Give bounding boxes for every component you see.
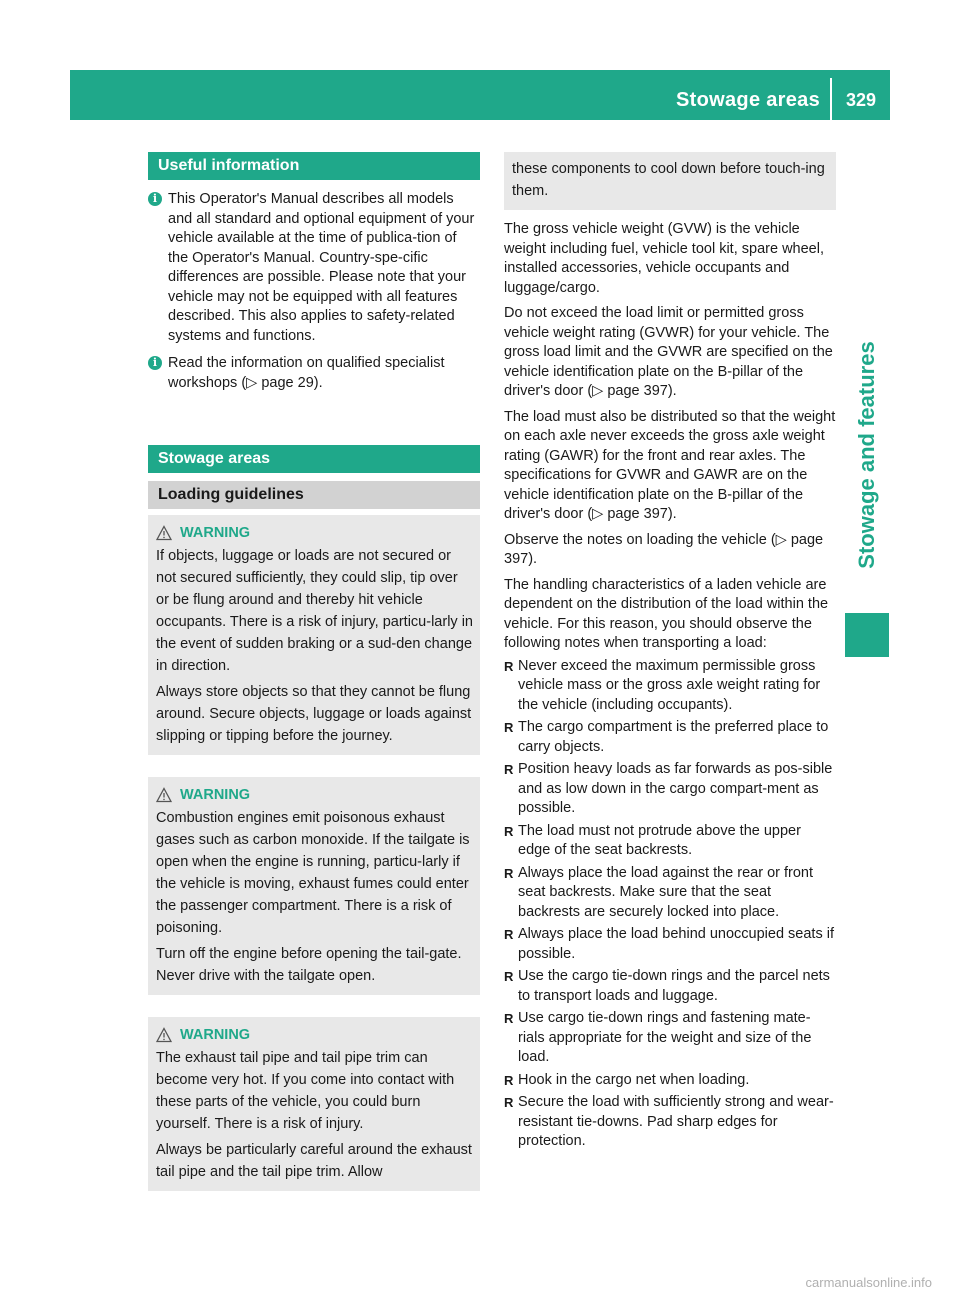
warning-text: The exhaust tail pipe and tail pipe trim can become very hot. If you come into contact with these parts of the vehicle, you could burn yourself. There is a risk of injury. <box>156 1050 455 1132</box>
info-icon: i <box>148 356 162 370</box>
warning-box-3-continued <box>504 152 836 210</box>
list-item: R Use cargo tie-down rings and fastening mate-rials appropriate for the weight and size of the load. <box>504 1009 836 1068</box>
bullet-mark: R <box>504 1011 514 1026</box>
warning-header <box>156 1027 474 1043</box>
bullet-mark: R <box>504 762 514 777</box>
page-header <box>70 70 890 120</box>
gvw-paragraph: The gross vehicle weight (GVW) is the vehicle weight including fuel, vehicle tool kit, spare wheel, installed accessories, vehicle occupants and luggage/cargo. <box>504 221 824 296</box>
page-number: 329 <box>845 90 877 110</box>
list-item: R Use the cargo tie-down rings and the parcel nets to transport loads and luggage. <box>504 967 836 1006</box>
list-item: R The cargo compartment is the preferred place to carry objects. <box>504 718 836 757</box>
info-text-2: Read the information on qualified specialist workshops (▷ page 29). <box>168 355 445 391</box>
bullet-mark: R <box>504 927 514 942</box>
info-note-1 <box>148 190 480 346</box>
list-item: R Always place the load against the rear or front seat backrests. Make sure that the seat backrests are securely locked into place. <box>504 864 836 923</box>
chapter-tab <box>845 310 889 600</box>
gvwr-paragraph: Do not exceed the load limit or permitted gross vehicle weight rating (GVWR) for your vehicle. The gross load limit and the GVWR are specified on the vehicle identification plate on the B-pillar of the driver's door (▷ page 397). <box>504 305 833 399</box>
warning-text: Combustion engines emit poisonous exhaust gases such as carbon monoxide. If the tailgate is open when the engine is running, particu-larly if the vehicle is moving, exhaust fumes could enter the passenger compartment. There is a risk of poisoning. <box>156 810 470 936</box>
bullet-mark: R <box>504 1095 514 1110</box>
bullet-mark: R <box>504 1072 514 1088</box>
header-title: Stowage areas <box>676 89 820 111</box>
warning-box-2 <box>148 777 480 995</box>
bullet-mark: R <box>504 865 514 881</box>
info-text-1: This Operator's Manual describes all models and all standard and optional equipment of your vehicle available at the time of publica-tion of the Operator's Manual. Country-spe-cific differences are possible. Please note that your vehicle may not be equipped with all features described. This also applies to safety-related systems and functions. <box>168 191 475 344</box>
bullet-mark: R <box>504 658 514 674</box>
watermark-text: carmanualsonline.info <box>805 1275 932 1290</box>
list-item: R Hook in the cargo net when loading. <box>504 1071 836 1091</box>
bullet-mark: R <box>504 823 514 839</box>
chapter-tab-label: Stowage and features <box>854 341 879 569</box>
warning-text: Always store objects so that they cannot be flung around. Secure objects, luggage or loads against slipping or tipping before the journey. <box>156 684 472 744</box>
warning-triangle-icon <box>156 787 172 803</box>
handling-paragraph: The handling characteristics of a laden vehicle are dependent on the distribution of the load within the vehicle. For this reason, you should observe the following notes when transporting a load: <box>504 576 829 651</box>
warning-text: Always be particularly careful around the exhaust tail pipe and the tail pipe trim. Allow <box>156 1142 472 1180</box>
left-column <box>148 152 480 1191</box>
gawr-paragraph: The load must also be distributed so that the weight on each axle never exceeds the gross axle weight rating (GAWR) for the front and rear axles. The specifications for GVWR and GAWR are on the vehicle identification plate on the B-pillar of the driver's door (▷ page 397). <box>504 408 836 522</box>
info-icon: i <box>148 192 162 206</box>
warning-header <box>156 787 474 803</box>
bullet-mark: R <box>504 969 514 984</box>
warning-triangle-icon <box>156 525 172 541</box>
warning-text: Turn off the engine before opening the tail-gate. Never drive with the tailgate open. <box>156 946 462 984</box>
loading-notes-paragraph: Observe the notes on loading the vehicle (▷ page 397). <box>504 531 824 567</box>
info-note-2 <box>148 354 480 393</box>
warning-text: If objects, luggage or loads are not secured or not secured sufficiently, they could slip, tip over or be flung around and thereby hit vehicle occupants. There is a risk of injury, particu-larly in the event of sudden braking or a sud-den change in direction. <box>156 548 473 674</box>
useful-info-heading: Useful information <box>148 152 480 180</box>
warning-label: WARNING <box>180 1027 251 1043</box>
warning-text: these components to cool down before touch-ing them. <box>512 161 825 199</box>
warning-triangle-icon <box>156 1027 172 1043</box>
chapter-marker <box>845 613 889 657</box>
list-item: R Never exceed the maximum permissible gross vehicle mass or the gross axle weight rating for the vehicle (including occupants). <box>504 657 836 716</box>
loading-guidelines-heading: Loading guidelines <box>148 481 480 509</box>
list-item: R Secure the load with sufficiently strong and wear-resistant tie-downs. Pad sharp edges for protection. <box>504 1093 836 1152</box>
warning-label: WARNING <box>180 787 251 803</box>
warning-box-3 <box>148 1017 480 1191</box>
warning-header <box>156 525 474 541</box>
stowage-areas-heading: Stowage areas <box>148 445 480 473</box>
warning-box-1 <box>148 515 480 755</box>
list-item: R Position heavy loads as far forwards as pos-sible and as low down in the cargo compart-ment as possible. <box>504 760 836 819</box>
list-item: R The load must not protrude above the upper edge of the seat backrests. <box>504 822 836 861</box>
bullet-mark: R <box>504 720 514 735</box>
list-item: R Always place the load behind unoccupied seats if possible. <box>504 925 836 964</box>
right-column <box>504 152 836 1155</box>
warning-label: WARNING <box>180 525 251 541</box>
loading-notes-list <box>504 657 836 1152</box>
